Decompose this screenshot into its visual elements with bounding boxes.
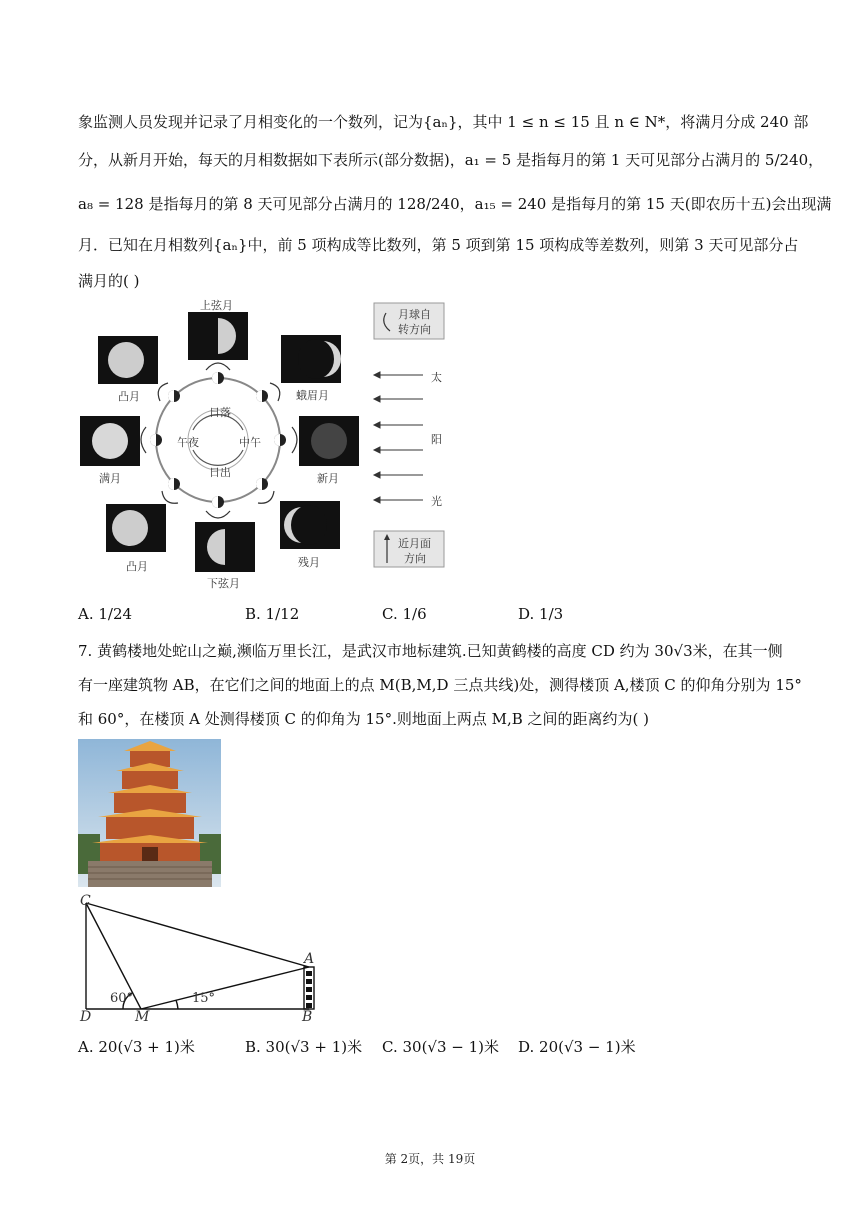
label-sun-2: 阳 (431, 433, 442, 446)
moon-new (299, 416, 359, 466)
point-c: C (80, 893, 91, 909)
point-a: A (304, 951, 315, 967)
moon-waxing-crescent (281, 335, 341, 383)
q6-option-c[interactable]: C. 1/6 (382, 605, 427, 623)
label-sunset: 日落 (209, 406, 231, 419)
label-waning-crescent: 残月 (298, 556, 320, 569)
label-gibbous-top: 凸月 (118, 390, 140, 403)
label-new-moon: 新月 (317, 472, 339, 485)
q6-option-b[interactable]: B. 1/12 (245, 605, 300, 623)
label-first-quarter: 上弦月 (200, 299, 233, 312)
label-midnight: 午夜 (177, 436, 199, 449)
label-rotation-line-1: 月球自 (398, 308, 431, 321)
yellow-crane-tower-photo (78, 739, 221, 887)
label-noon: 中午 (239, 436, 261, 449)
label-sunrise: 日出 (209, 466, 231, 479)
point-m: M (135, 1009, 150, 1025)
moon-waning-crescent (280, 501, 340, 549)
q6-line-1: 象监测人员发现并记录了月相变化的一个数列，记为{aₙ}，其中 1 ≤ n ≤ 15 且 n ∈ N*，将满月分成 240 部 (78, 113, 809, 131)
point-b: B (302, 1009, 313, 1025)
q6-option-d[interactable]: D. 1/3 (518, 605, 564, 623)
q6-line-5: 满月的( ) (78, 272, 140, 290)
page-footer: 第 2页，共 19页 (384, 1152, 476, 1166)
label-sun-3: 光 (431, 495, 442, 508)
q7-option-a[interactable]: A. 20(√3 + 1)米 (78, 1038, 195, 1056)
q7-line-1: 7. 黄鹤楼地处蛇山之巅,濒临万里长江，是武汉市地标建筑.已知黄鹤楼的高度 CD 约为 30√3米，在其一侧 (78, 642, 783, 660)
q7-line-2: 有一座建筑物 AB，在它们之间的地面上的点 M(B,M,D 三点共线)处，测得楼顶 A,楼顶 C 的仰角分别为 15° (78, 676, 802, 694)
moon-phase-diagram (78, 295, 458, 595)
point-d: D (80, 1009, 92, 1025)
q6-line-2: 分，从新月开始，每天的月相数据如下表所示(部分数据)，a₁ = 5 是指每月的第 1 天可见部分占满月的 5/240， (78, 151, 824, 169)
moon-gibbous-bottom-left (106, 504, 166, 552)
q6-option-a[interactable]: A. 1/24 (78, 605, 133, 623)
geometry-figure (78, 893, 338, 1028)
moon-last-quarter (195, 522, 255, 572)
q7-option-b[interactable]: B. 30(√3 + 1)米 (245, 1038, 363, 1056)
label-near-side-line-2: 方向 (404, 552, 426, 565)
label-gibbous-bottom: 凸月 (126, 560, 148, 573)
moon-gibbous-top-left (98, 336, 158, 384)
q7-option-d[interactable]: D. 20(√3 − 1)米 (518, 1038, 636, 1056)
angle-15: 15° (192, 991, 216, 1006)
label-waxing-crescent: 蛾眉月 (296, 389, 329, 402)
label-rotation-line-2: 转方向 (398, 323, 431, 336)
q7-line-3: 和 60°，在楼顶 A 处测得楼顶 C 的仰角为 15°.则地面上两点 M,B 之间的距离约为( ) (78, 710, 650, 728)
angle-60: 60° (110, 991, 134, 1006)
label-last-quarter: 下弦月 (207, 577, 240, 590)
q6-line-4: 月．已知在月相数列{aₙ}中，前 5 项构成等比数列，第 5 项到第 15 项构成等差数列，则第 3 天可见部分占 (78, 236, 799, 254)
q7-option-c[interactable]: C. 30(√3 − 1)米 (382, 1038, 500, 1056)
label-near-side-line-1: 近月面 (398, 537, 431, 550)
moon-first-quarter (188, 312, 248, 360)
moon-full (80, 416, 140, 466)
label-sun-1: 太 (431, 371, 442, 384)
label-full-moon: 满月 (99, 472, 121, 485)
q6-line-3: a₈ = 128 是指每月的第 8 天可见部分占满月的 128/240，a₁₅ = 240 是指每月的第 15 天(即农历十五)会出现满 (78, 195, 832, 213)
